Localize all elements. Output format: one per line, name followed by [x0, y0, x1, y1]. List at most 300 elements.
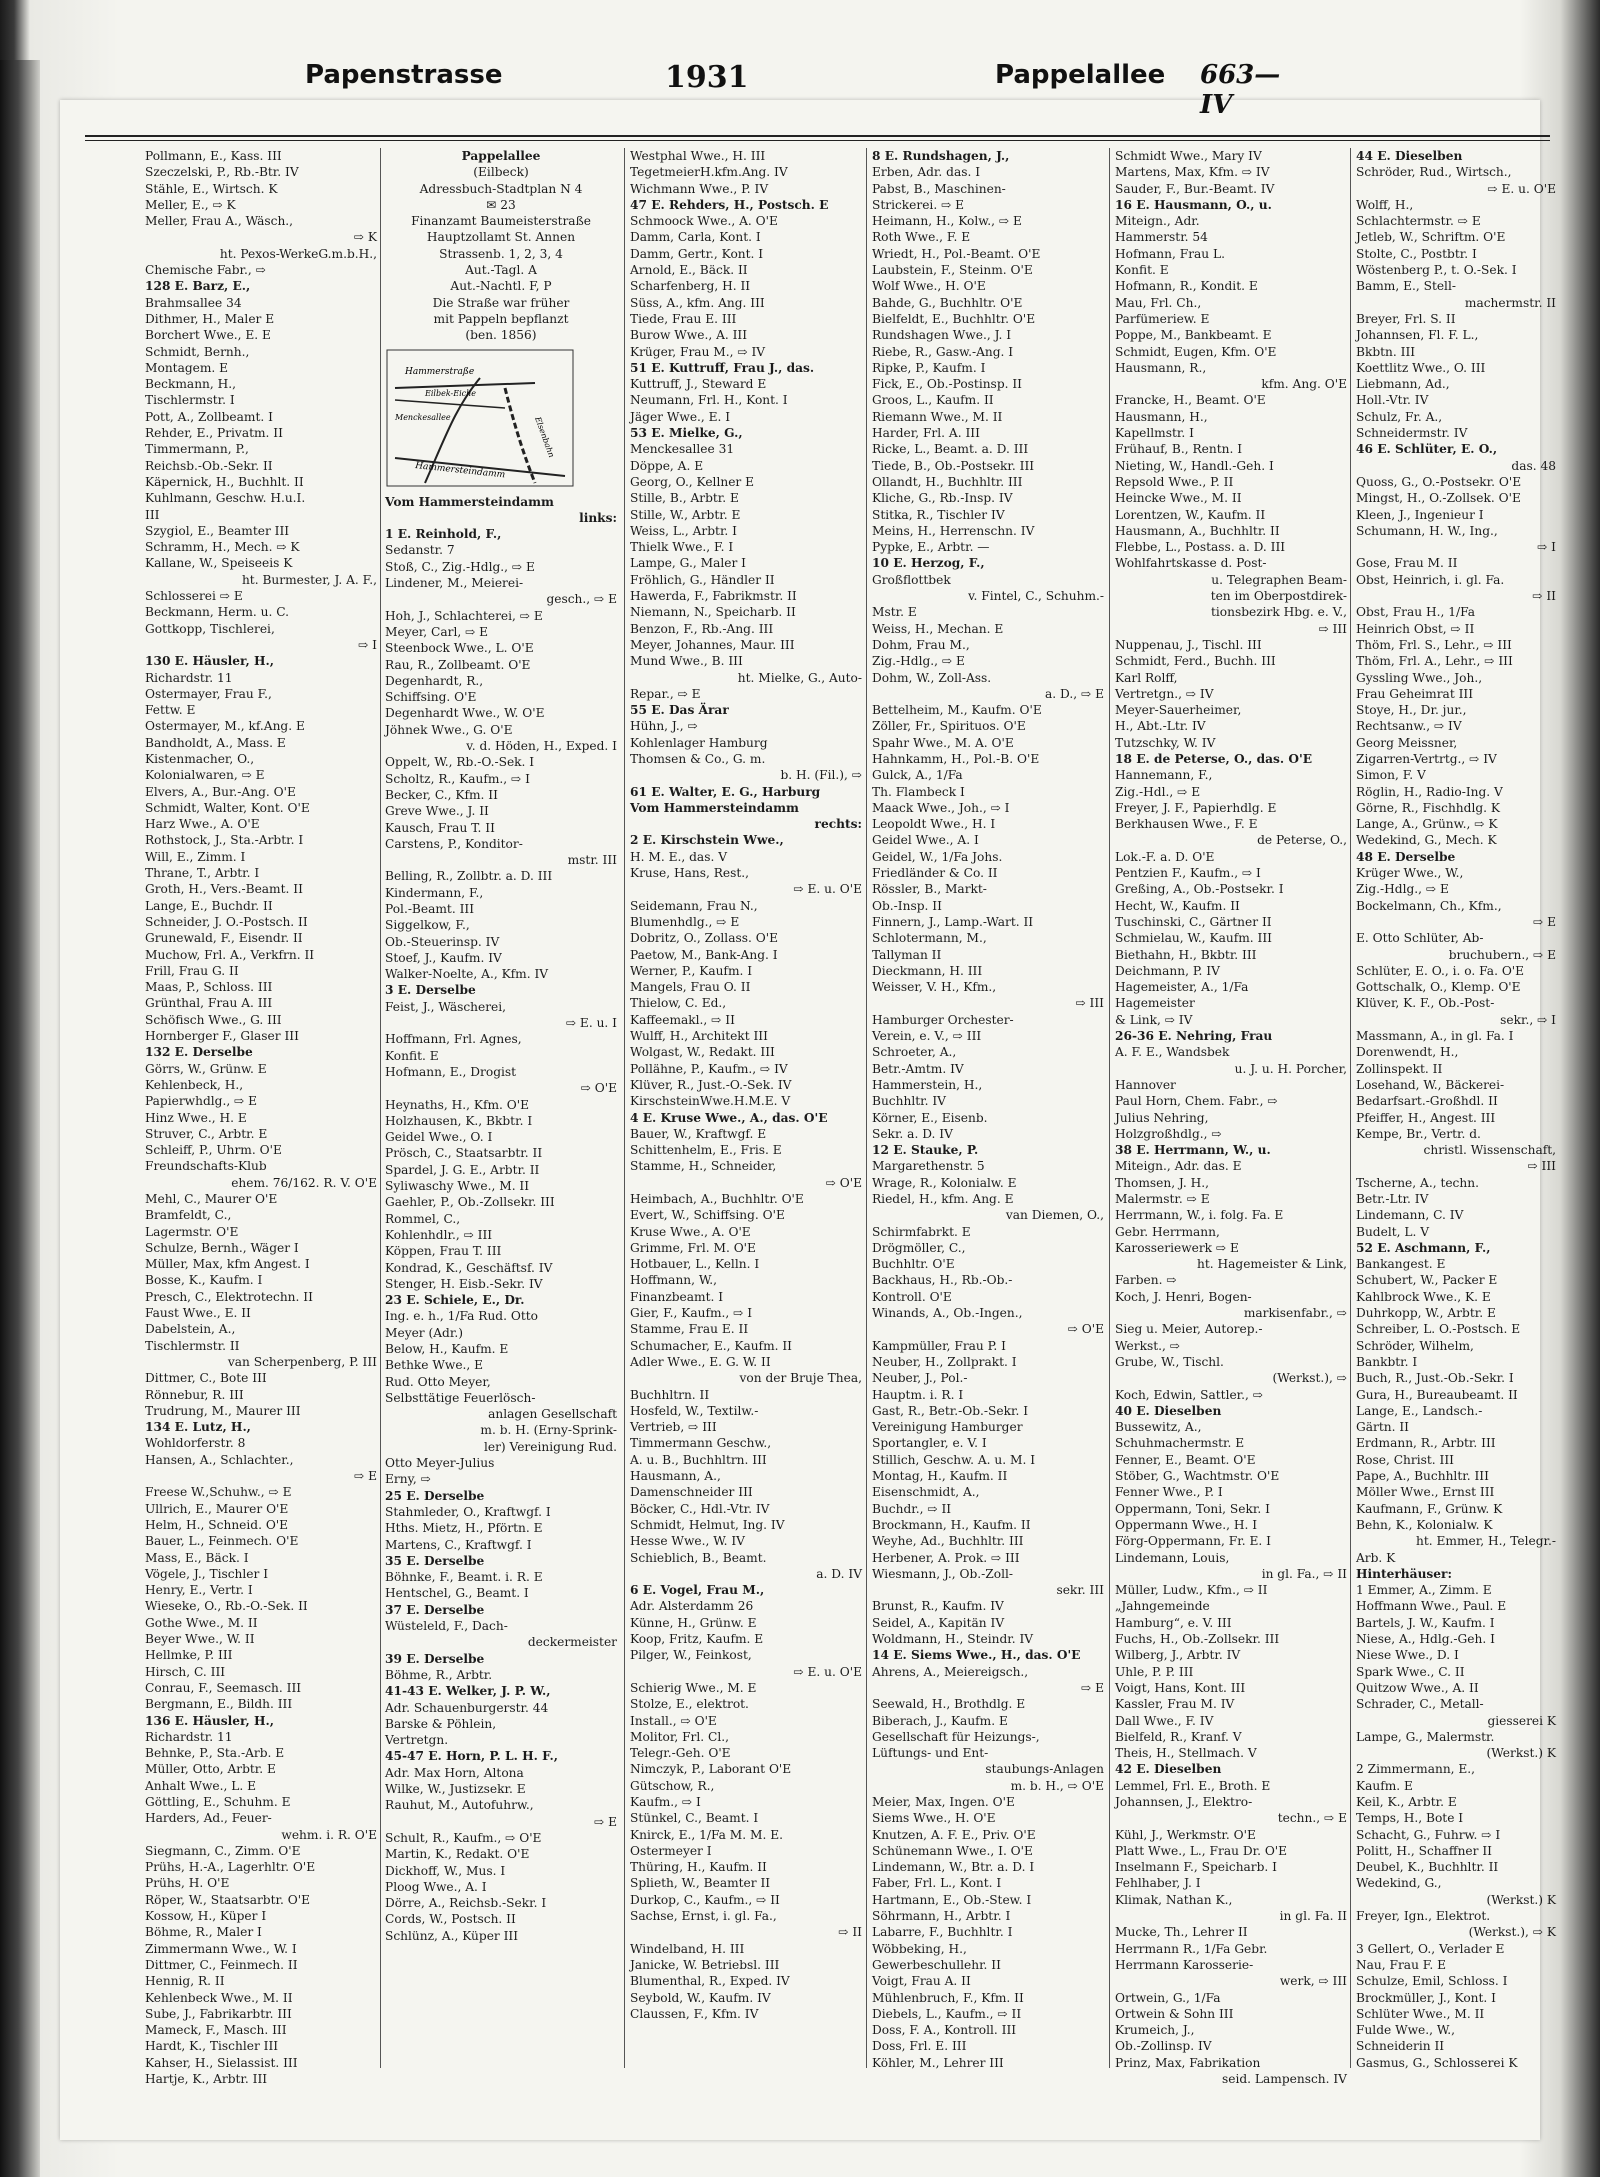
directory-entry: Bandholdt, A., Mass. E — [145, 735, 286, 750]
directory-entry: Damenschneider III — [630, 1485, 753, 1500]
directory-entry: Scholtz, R., Kaufm., ⇨ I — [385, 771, 530, 786]
directory-entry: Dohm, W., Zoll-Ass. — [872, 670, 992, 685]
directory-entry: ler) Vereinigung Rud. — [483, 1439, 617, 1454]
directory-entry: Buch, R., Just.-Ob.-Sekr. I — [1356, 1371, 1514, 1386]
directory-entry: Görrs, W., Grünw. E — [145, 1061, 267, 1076]
directory-entry: Zig.-Hdl., ⇨ E — [1115, 784, 1201, 799]
directory-entry: Dorenwendt, H., — [1356, 1045, 1459, 1060]
directory-entry: tionsbezirk Hbg. e. V., — [1210, 605, 1347, 620]
directory-entry: 42 E. Dieselben — [1115, 1762, 1222, 1777]
directory-entry: Leopoldt Wwe., H. I — [872, 817, 996, 832]
directory-entry: ⇨ E. u. O'E — [1487, 181, 1556, 196]
directory-entry: Bedarfsart.-Großhdl. II — [1356, 1094, 1498, 1109]
directory-entry: Gütschow, R., — [630, 1778, 715, 1793]
directory-entry: Kuttruff, J., Steward E — [630, 377, 767, 392]
directory-entry: Wilberg, J., Arbtr. IV — [1115, 1648, 1241, 1663]
directory-entry: Wieseke, O., Rb.-O.-Sek. II — [145, 1599, 308, 1614]
directory-entry: Mingst, H., O.-Zollsek. O'E — [1356, 491, 1521, 506]
directory-entry: Fehlhaber, J. I — [1115, 1876, 1201, 1891]
directory-entry: Farben. ⇨ — [1115, 1273, 1177, 1288]
directory-entry: Wüsteleld, F., Dach- — [385, 1619, 508, 1634]
directory-entry: Tischlermstr. II — [145, 1338, 240, 1353]
directory-entry: Hoh, J., Schlachterei, ⇨ E — [385, 608, 543, 623]
directory-entry: Zigarren-Vertrtg., ⇨ IV — [1356, 751, 1497, 766]
directory-entry: markisenfabr., ⇨ — [1243, 1306, 1347, 1321]
directory-entry: 1 E. Reinhold, F., — [385, 527, 502, 542]
directory-entry: Margarethenstr. 5 — [872, 1159, 985, 1174]
directory-entry: Fuchs, H., Ob.-Zollsekr. III — [1115, 1632, 1280, 1647]
directory-entry: Obst, Frau H., 1/Fa — [1356, 605, 1475, 620]
directory-entry: Hamburger Orchester- — [872, 1012, 1014, 1027]
directory-entry: das. 48 — [1511, 458, 1556, 473]
directory-entry: Gärtn. II — [1356, 1420, 1409, 1435]
directory-entry: ht. Mielke, G., Auto- — [737, 670, 862, 685]
directory-entry: de Peterse, O., — [1257, 833, 1347, 848]
directory-entry: v. d. Höden, H., Exped. I — [466, 739, 617, 754]
directory-entry: Meier, Max, Ingen. O'E — [872, 1794, 1015, 1809]
directory-entry: Spark Wwe., C. II — [1356, 1664, 1465, 1679]
directory-entry: Geidel Wwe., O. I — [385, 1130, 493, 1145]
street-info-line: (Eilbeck) — [473, 165, 529, 180]
directory-entry: Bramfeldt, C., — [145, 1208, 232, 1223]
directory-entry: 136 E. Häusler, H., — [145, 1713, 274, 1728]
directory-entry: Adr. Max Horn, Altona — [385, 1765, 524, 1780]
directory-entry: Schlünz, A., Küper III — [385, 1928, 519, 1943]
directory-entry: 52 E. Aschmann, F., — [1356, 1240, 1491, 1255]
directory-entry: Belling, R., Zollbtr. a. D. III — [385, 869, 553, 884]
directory-entry: Freese W.,Schuhw., ⇨ E — [145, 1485, 292, 1500]
directory-entry: Sedanstr. 7 — [385, 543, 455, 558]
directory-entry: Bielfeldt, E., Buchhltr. O'E — [872, 311, 1036, 326]
street-entries — [385, 494, 617, 1944]
directory-entry: Arnold, E., Bäck. II — [630, 263, 748, 278]
directory-entry: Betr.-Amtm. IV — [872, 1061, 964, 1076]
directory-entry: Vereinigung Hamburger — [872, 1420, 1023, 1435]
directory-entry: Hoffmann Wwe., Paul. E — [1356, 1599, 1507, 1614]
directory-entry: Hannemann, F., — [1115, 768, 1213, 783]
directory-entry: Hannover — [1115, 1077, 1176, 1092]
directory-entry: Oppermann Wwe., H. I — [1115, 1517, 1258, 1532]
directory-entry: Hausmann, R., — [1115, 360, 1207, 375]
street-info-line: Adressbuch-Stadtplan N 4 — [419, 181, 583, 196]
directory-entry: Thomsen & Co., G. m. — [630, 751, 766, 766]
directory-entry: rechts: — [814, 817, 862, 832]
directory-entry: Bussewitz, A., — [1115, 1420, 1202, 1435]
directory-entry: 134 E. Lutz, H., — [145, 1420, 251, 1435]
street-info-line: Strassenb. 1, 2, 3, 4 — [439, 246, 563, 261]
directory-entry: Meyer, Johannes, Maur. III — [630, 637, 795, 652]
directory-entry: Müller, Ludw., Kfm., ⇨ II — [1115, 1583, 1268, 1598]
map-label: Elsenbahn — [533, 415, 557, 459]
directory-entry: Splieth, W., Beamter II — [630, 1876, 771, 1891]
directory-entry: Quitzow Wwe., A. II — [1356, 1680, 1479, 1695]
directory-entry: Roth Wwe., F. E — [872, 230, 971, 245]
directory-entry: Schulze, Emil, Schloss. I — [1356, 1974, 1508, 1989]
directory-entry: Stoye, H., Dr. jur., — [1356, 703, 1467, 718]
directory-entry: Stolze, E., elektrot. — [630, 1697, 749, 1712]
directory-entry: Otto Meyer-Julius — [385, 1456, 495, 1471]
directory-entry: Lange, E., Landsch.- — [1356, 1403, 1483, 1418]
directory-entry: Nieting, W., Handl.-Geh. I — [1115, 458, 1274, 473]
directory-entry: Künne, H., Grünw. E — [630, 1615, 757, 1630]
directory-entry: Lange, A., Grünw., ⇨ K — [1356, 817, 1498, 832]
directory-entry: Kühl, J., Werkmstr. O'E — [1115, 1827, 1256, 1842]
directory-entry: ht. Hagemeister & Link, — [1197, 1257, 1347, 1272]
directory-column-1 — [145, 148, 377, 2087]
directory-entry: Repsold Wwe., P. II — [1115, 474, 1234, 489]
directory-entry: bruchubern., ⇨ E — [1448, 947, 1556, 962]
directory-entry: Hoffmann, Frl. Agnes, — [385, 1032, 522, 1047]
directory-entry: Niese Wwe., D. I — [1356, 1648, 1459, 1663]
directory-entry: Dieckmann, H. III — [872, 963, 983, 978]
directory-entry: Buchhltr. IV — [872, 1094, 946, 1109]
directory-entry: Szygiol, E., Beamter III — [145, 523, 290, 538]
directory-entry: Holzhausen, K., Bkbtr. I — [385, 1113, 533, 1128]
directory-entry: Schmidt, Helmut, Ing. IV — [630, 1517, 785, 1532]
directory-entry: Inselmann F., Speicharb. I — [1115, 1860, 1277, 1875]
directory-entry: Schneidermstr. IV — [1356, 426, 1468, 441]
directory-entry: Krumeich, J., — [1115, 2023, 1195, 2038]
directory-entry: Sachse, Ernst, i. gl. Fa., — [630, 1909, 777, 1924]
directory-entry: Wiesmann, J., Ob.-Zoll- — [872, 1566, 1014, 1581]
directory-entry: 3 E. Derselbe — [385, 983, 476, 998]
directory-entry: Johannsen, Fl. F. L., — [1356, 328, 1479, 343]
directory-entry: Below, H., Kaufm. E — [385, 1342, 509, 1356]
directory-entry: Kampmüller, Frau P. I — [872, 1338, 1006, 1353]
directory-entry: Frau Geheimrat III — [1356, 686, 1474, 701]
directory-entry: Oppermann, Toni, Sekr. I — [1115, 1501, 1270, 1516]
directory-entry: Wolff, H., — [1356, 197, 1414, 212]
directory-entry: Pentzien F., Kaufm., ⇨ I — [1115, 866, 1261, 881]
directory-entry: Mund Wwe., B. III — [630, 654, 743, 669]
directory-entry: 40 E. Dieselben — [1115, 1403, 1222, 1418]
directory-entry: Heimbach, A., Buchhltr. O'E — [630, 1192, 804, 1206]
directory-entry: techn., ⇨ E — [1277, 1811, 1347, 1826]
directory-entry: Biethahn, H., Bkbtr. III — [1115, 947, 1257, 962]
directory-entry: Schöfisch Wwe., G. III — [145, 1012, 282, 1027]
directory-entry: von der Bruje Thea, — [739, 1371, 862, 1386]
directory-entry: Seewald, H., Brothdlg. E — [872, 1697, 1026, 1712]
directory-entry: A. F. E., Wandsbek — [1115, 1045, 1230, 1060]
directory-entry: Hauptm. i. R. I — [872, 1387, 964, 1402]
directory-entry: Kapellmstr. I — [1115, 426, 1194, 441]
directory-entry: Ob.-Zollinsp. IV — [1115, 2039, 1212, 2054]
directory-entry: Stähle, E., Wirtsch. K — [145, 181, 278, 196]
directory-entry: 46 E. Schlüter, E. O., — [1356, 442, 1498, 457]
map-label: Menckesallee — [395, 412, 451, 422]
directory-entry: Parfümeriew. E — [1115, 311, 1210, 326]
directory-entry: Finanzbeamt. I — [630, 1289, 724, 1304]
directory-entry: Lemmel, Frl. E., Broth. E — [1115, 1778, 1271, 1793]
directory-entry: H., Abt.-Ltr. IV — [1115, 719, 1206, 734]
directory-entry: Betr.-Ltr. IV — [1356, 1192, 1429, 1206]
directory-entry: Dall Wwe., F. IV — [1115, 1713, 1214, 1728]
directory-entry: Werner, P., Kaufm. I — [630, 963, 753, 978]
directory-entry: mstr. III — [567, 853, 617, 868]
directory-entry: Pilger, W., Feinkost, — [630, 1648, 752, 1663]
directory-entry: Knirck, E., 1/Fa M. M. E. — [630, 1827, 784, 1842]
directory-entry: Tiede, B., Ob.-Postsekr. III — [872, 458, 1035, 473]
directory-entry: Gura, H., Bureaubeamt. II — [1356, 1387, 1518, 1402]
directory-entry: Bosse, K., Kaufm. I — [145, 1273, 263, 1288]
directory-entry: Ostermayer, Frau F., — [145, 686, 272, 701]
directory-entry: links: — [579, 510, 617, 525]
directory-entry: 12 E. Stauke, P. — [872, 1143, 979, 1158]
header-page-number: 663—IV — [1200, 60, 1281, 120]
header-left-street: Papenstrasse — [305, 60, 503, 90]
directory-entry: Jetleb, W., Schriftm. O'E — [1356, 230, 1506, 245]
directory-entry: Will, E., Zimm. I — [145, 849, 246, 864]
directory-entry: Zig.-Hdlg., ⇨ E — [1356, 882, 1449, 897]
directory-entry: Breyer, Frl. S. II — [1356, 311, 1456, 326]
directory-entry: Mass, E., Bäck. I — [145, 1550, 249, 1565]
directory-entry: Spardel, J. G. E., Arbtr. II — [385, 1162, 540, 1177]
directory-entry: Prösch, C., Staatsarbtr. II — [385, 1146, 543, 1161]
directory-entry: Chemische Fabr., ⇨ — [145, 263, 266, 278]
directory-entry: Faust Wwe., E. II — [145, 1306, 251, 1321]
directory-entry: werk, ⇨ III — [1279, 1974, 1347, 1989]
directory-entry: 53 E. Mielke, G., — [630, 426, 743, 441]
directory-entry: 44 E. Dieselben — [1356, 149, 1463, 163]
directory-entry: Süss, A., kfm. Ang. III — [630, 295, 765, 310]
directory-entry: Schmidt, Eugen, Kfm. O'E — [1115, 344, 1277, 359]
directory-entry: Dittmer, C., Feinmech. II — [145, 1957, 298, 1972]
directory-entry: Kruse, Hans, Rest., — [630, 866, 750, 881]
directory-entry: Struver, C., Arbtr. E — [145, 1126, 268, 1141]
directory-entry: (Werkst.), ⇨ — [1272, 1371, 1347, 1386]
directory-entry: Degenhardt, R., — [385, 673, 484, 688]
directory-entry: Harz Wwe., A. O'E — [145, 817, 260, 832]
directory-entry: Schuhmachermstr. E — [1115, 1436, 1245, 1451]
directory-entry: Borchert Wwe., E. E — [145, 328, 271, 343]
directory-entry: Hornberger F., Glaser III — [145, 1029, 299, 1044]
directory-entry: v. Fintel, C., Schuhm.- — [968, 589, 1104, 604]
directory-entry: Georg, O., Kellner E — [630, 474, 755, 489]
directory-entry: Hausmann, A., Buchhltr. II — [1115, 523, 1280, 538]
directory-entry: Massmann, A., in gl. Fa. I — [1356, 1029, 1514, 1044]
directory-entry: 3 Gellert, O., Verlader E — [1356, 1941, 1505, 1956]
directory-entry: Ortwein & Sohn III — [1115, 2006, 1234, 2021]
directory-entry: Wolgast, W., Redakt. III — [630, 1045, 775, 1060]
directory-entry: Dittmer, C., Bote III — [145, 1371, 267, 1386]
directory-entry: Kossow, H., Küper I — [145, 1909, 267, 1924]
directory-entry: Hawerda, F., Fabrikmstr. II — [630, 589, 797, 604]
directory-entry: Feist, J., Wäscherei, — [385, 999, 507, 1014]
directory-entry: ⇨ K — [353, 230, 377, 245]
directory-entry: Lok.-F. a. D. O'E — [1115, 849, 1215, 864]
header-rule — [85, 135, 1550, 137]
directory-entry: Dobritz, O., Zollass. O'E — [630, 931, 778, 946]
directory-entry: Repar., ⇨ E — [630, 686, 701, 701]
directory-entry: Ostermeyer I — [630, 1843, 712, 1858]
directory-entry: Dabelstein, A., — [145, 1322, 236, 1337]
directory-entry: Becker, C., Kfm. II — [385, 787, 498, 802]
directory-entry: Mstr. E — [872, 605, 917, 620]
directory-entry: ⇨ II — [1532, 589, 1556, 604]
directory-entry: Döppe, A. E — [630, 458, 704, 473]
directory-entry: ⇨ III — [1075, 996, 1104, 1011]
directory-entry: Muchow, Frl. A., Verkfrn. II — [145, 947, 315, 962]
directory-entry: Degenhardt Wwe., W. O'E — [385, 706, 545, 721]
directory-entry: Neuber, J., Pol.- — [872, 1371, 968, 1386]
directory-entry: „Jahngemeinde — [1115, 1599, 1210, 1614]
directory-entry: Keil, K., Arbtr. E — [1356, 1794, 1457, 1809]
directory-entry: Heincke Wwe., M. II — [1115, 491, 1242, 506]
directory-entry: sekr. III — [1056, 1583, 1104, 1598]
directory-entry: Kohlenlager Hamburg — [630, 735, 768, 750]
directory-entry: ⇨ III — [1527, 1159, 1556, 1174]
directory-entry: Schreiber, L. O.-Postsch. E — [1356, 1322, 1521, 1337]
directory-entry: Buchhltr. O'E — [872, 1257, 955, 1272]
directory-entry: Krüger, Frau M., ⇨ IV — [630, 344, 766, 359]
directory-entry: machermstr. II — [1464, 295, 1556, 310]
directory-entry: Böcker, C., Hdl.-Vtr. IV — [630, 1501, 770, 1516]
directory-entry: Meyer-Sauerheimer, — [1115, 703, 1242, 718]
directory-entry: Erdmann, R., Arbtr. III — [1356, 1436, 1496, 1451]
directory-entry: Hinterhäuser: — [1356, 1566, 1452, 1581]
directory-entry: Miteign., Adr. das. E — [1115, 1159, 1242, 1174]
directory-entry: Meller, Frau A., Wäsch., — [145, 214, 294, 229]
directory-entry: Brunst, R., Kaufm. IV — [872, 1599, 1004, 1614]
directory-entry: Stünkel, C., Beamt. I — [630, 1811, 759, 1826]
directory-entry: Montag, H., Kaufm. II — [872, 1469, 1008, 1484]
directory-entry: Köppen, Frau T. III — [385, 1244, 502, 1259]
directory-entry: Beckmann, H., — [145, 377, 237, 392]
directory-entry: Meins, H., Herrenschn. IV — [872, 523, 1035, 538]
directory-entry: Böhme, R., Arbtr. — [385, 1667, 493, 1682]
directory-entry: Niemann, N., Speicharb. II — [630, 605, 796, 620]
directory-entry: Söhrmann, H., Arbtr. I — [872, 1909, 1011, 1924]
directory-entry: Wohldorferstr. 8 — [145, 1436, 246, 1451]
directory-entry: Doss, Frl. E. III — [872, 2039, 967, 2054]
directory-entry: in gl. Fa. II — [1279, 1909, 1347, 1924]
directory-entry: Koettlitz Wwe., O. III — [1356, 360, 1486, 375]
directory-entry: Hartmann, E., Ob.-Stew. I — [872, 1892, 1032, 1907]
directory-entry: Erben, Adr. das. I — [872, 165, 981, 180]
directory-entry: Bergmann, E., Bildh. III — [145, 1697, 293, 1712]
directory-entry: Hammerstr. 54 — [1115, 230, 1208, 245]
directory-entry: Szeczelski, P., Rb.-Btr. IV — [145, 165, 299, 180]
directory-entry: Thrane, T., Arbtr. I — [145, 866, 260, 881]
directory-entry: Bankbtr. I — [1356, 1354, 1418, 1369]
directory-entry: Zig.-Hdlg., ⇨ E — [872, 654, 965, 669]
directory-entry: Herrmann, W., i. folg. Fa. E — [1115, 1208, 1284, 1223]
directory-entry: Mau, Frl. Ch., — [1115, 295, 1202, 310]
directory-entry: Behn, K., Kolonialw. K — [1356, 1517, 1493, 1532]
directory-entry: Kontroll. O'E — [872, 1289, 952, 1304]
directory-entry: Bamm, E., Stell- — [1356, 279, 1456, 294]
directory-entry: a. D. IV — [816, 1566, 862, 1581]
directory-entry: Thielow, C. Ed., — [630, 996, 727, 1011]
directory-entry: Helm, H., Schneid. O'E — [145, 1517, 289, 1532]
header-rule-thin — [85, 140, 1550, 141]
directory-entry: Rundshagen Wwe., J. I — [872, 328, 1012, 343]
directory-entry: Deubel, K., Buchhltr. II — [1356, 1860, 1499, 1875]
directory-entry: 132 E. Derselbe — [145, 1045, 253, 1060]
directory-entry: Th. Flambeck I — [872, 784, 965, 799]
directory-entry: Stamme, Frau E. II — [630, 1322, 749, 1337]
directory-entry: 18 E. de Peterse, O., das. O'E — [1115, 751, 1313, 766]
directory-entry: Schroeter, A., — [872, 1045, 957, 1060]
directory-entry: Fick, E., Ob.-Postinsp. II — [872, 377, 1022, 392]
directory-entry: Politt, H., Schaffner II — [1356, 1843, 1492, 1858]
directory-entry: Kempe, Br., Vertr. d. — [1356, 1126, 1481, 1141]
directory-entry: Cords, W., Postsch. II — [385, 1912, 516, 1927]
directory-entry: Kausch, Frau T. II — [385, 820, 495, 835]
header-year: 1931 — [665, 60, 749, 95]
directory-entry: Arb. K — [1356, 1550, 1396, 1565]
directory-entry: Buchdr., ⇨ II — [872, 1501, 952, 1516]
directory-entry: 128 E. Barz, E., — [145, 279, 251, 294]
directory-column-6 — [1356, 148, 1556, 2068]
directory-entry: Quoss, G., O.-Postsekr. O'E — [1356, 474, 1522, 489]
directory-entry: Pol.-Beamt. III — [385, 901, 475, 916]
directory-entry: Reichsb.-Ob.-Sekr. II — [145, 458, 273, 473]
directory-entry: Klüver, R., Just.-O.-Sek. IV — [630, 1077, 792, 1092]
directory-entry: Grunewald, F., Eisendr. II — [145, 931, 303, 946]
directory-entry: 38 E. Herrmann, W., u. — [1115, 1143, 1271, 1158]
directory-entry: Stille, B., Arbtr. E — [630, 491, 739, 506]
directory-entry: Schmoock Wwe., A. O'E — [630, 214, 778, 229]
directory-entry: Steenbock Wwe., L. O'E — [385, 641, 534, 656]
directory-entry: Riemann Wwe., M. II — [872, 409, 1003, 424]
directory-entry: Martin, K., Redakt. O'E — [385, 1847, 530, 1862]
directory-entry: Zimmermann Wwe., W. I — [145, 1941, 297, 1956]
directory-entry: Förg-Oppermann, Fr. E. I — [1115, 1534, 1271, 1549]
directory-entry: Ostermayer, M., kf.Ang. E — [145, 719, 305, 734]
directory-entry: 8 E. Rundshagen, J., — [872, 149, 1010, 163]
directory-entry: Kindermann, F., — [385, 885, 484, 900]
directory-entry: ⇨ E — [594, 1814, 617, 1829]
directory-entry: Prinz, Max, Fabrikation — [1115, 2055, 1261, 2070]
directory-entry: Käpernick, H., Buchhlt. II — [145, 474, 304, 489]
directory-entry: Mangels, Frau O. II — [630, 980, 751, 995]
directory-entry: 14 E. Siems Wwe., H., das. O'E — [872, 1648, 1081, 1663]
directory-entry: A. u. B., Buchhltrn. III — [630, 1452, 767, 1467]
directory-entry: Wulff, H., Architekt III — [630, 1029, 768, 1044]
directory-entry: Damm, Gertr., Kont. I — [630, 246, 764, 261]
directory-entry: Jäger Wwe., E. I — [630, 409, 731, 424]
directory-entry: Seidemann, Frau N., — [630, 898, 758, 913]
directory-entry: Rönnebur, R. III — [145, 1387, 244, 1402]
directory-entry: a. D., ⇨ E — [1045, 686, 1104, 701]
directory-entry: Karl Rolff, — [1115, 670, 1178, 685]
directory-entry: Wöstenberg P., t. O.-Sek. I — [1356, 263, 1517, 278]
directory-entry: Kaufm., ⇨ I — [630, 1794, 701, 1809]
directory-entry: Schumacher, E., Kaufm. II — [630, 1338, 793, 1353]
directory-entry: Gast, R., Betr.-Ob.-Sekr. I — [872, 1403, 1029, 1418]
directory-entry: Papierwhdlg., ⇨ E — [145, 1094, 258, 1109]
directory-entry: deckermeister — [527, 1635, 617, 1650]
directory-entry: Obst, Heinrich, i. gl. Fa. — [1356, 572, 1505, 587]
directory-entry: Georg Meissner, — [1356, 735, 1458, 750]
directory-entry: Ing. e. h., 1/Fa Rud. Otto — [385, 1309, 538, 1324]
directory-entry: Stille, W., Arbtr. E — [630, 507, 741, 522]
directory-entry: 48 E. Derselbe — [1356, 849, 1456, 864]
directory-entry: Thüring, H., Kaufm. II — [630, 1860, 767, 1875]
directory-entry: in gl. Fa., ⇨ II — [1261, 1566, 1347, 1581]
directory-entry: christl. Wissenschaft, — [1423, 1143, 1556, 1158]
directory-entry: Gottkopp, Tischlerei, — [145, 621, 275, 636]
directory-entry: Sekr. a. D. IV — [872, 1126, 953, 1141]
directory-entry: Verein, e. V., ⇨ III — [872, 1029, 982, 1044]
directory-entry: Brockmann, H., Kaufm. II — [872, 1517, 1031, 1532]
directory-entry: Telegr.-Geh. O'E — [630, 1746, 731, 1761]
directory-entry: Voigt, Frau A. II — [872, 1974, 971, 1989]
directory-entry: Kistenmacher, O., — [145, 751, 255, 766]
directory-entry: Schmielau, W., Kaufm. III — [1115, 931, 1272, 946]
directory-entry: Kahlbrock Wwe., K. E — [1356, 1289, 1491, 1304]
